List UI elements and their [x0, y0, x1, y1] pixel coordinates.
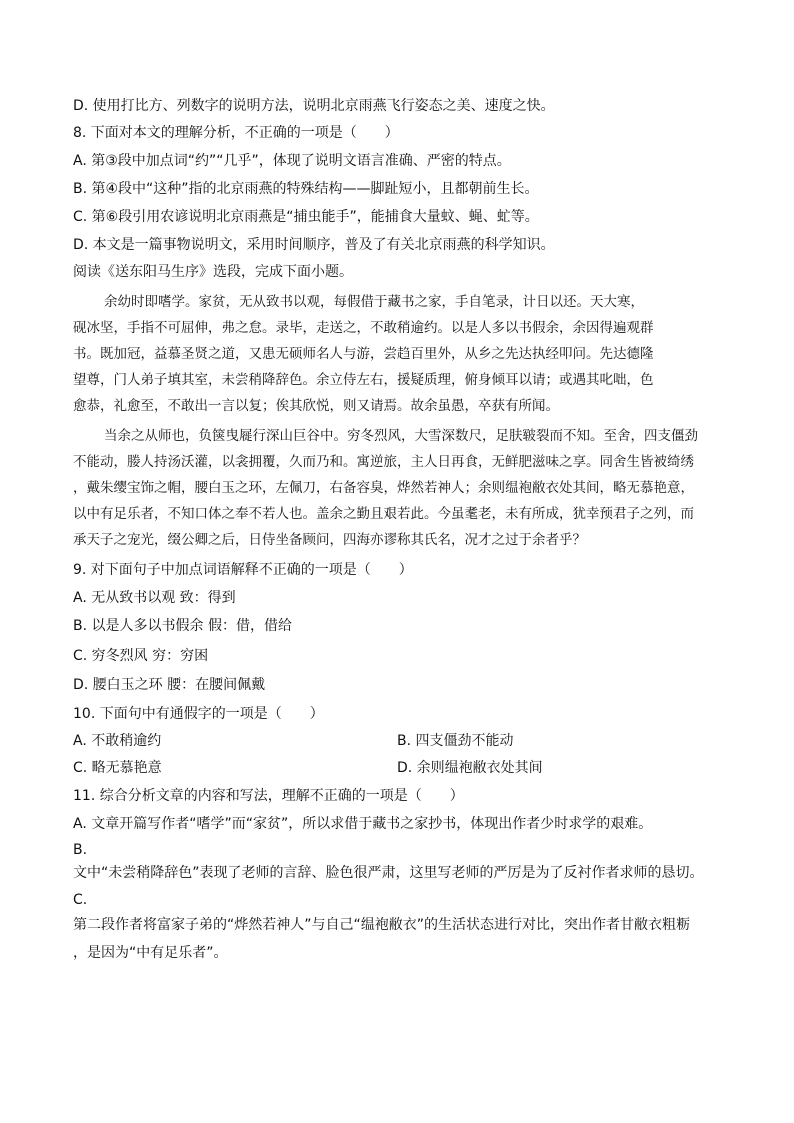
q7-option-d: D. 使用打比方、列数字的说明方法，说明北京雨燕飞行姿态之美、速度之快。 — [73, 98, 555, 114]
passage-line: 望尊，门人弟子填其室，未尝稍降辞色。余立侍左右，援疑质理，俯身倾耳以请；或遇其叱咄，色 — [73, 372, 654, 388]
passage-line: 书。既加冠，益慕圣贤之道，又患无硕师名人与游，尝趋百里外，从乡之先达执经叩问。先达德隆 — [73, 346, 654, 362]
passage-line: 愈恭，礼愈至，不敢出一言以复；俟其欣悦，则又请焉。故余虽愚，卒获有所闻。 — [73, 398, 559, 414]
q8-option-d: D. 本文是一篇事物说明文，采用时间顺序，普及了有关北京雨燕的科学知识。 — [73, 237, 555, 253]
passage-line: ，戴朱缨宝饰之帽，腰白玉之环，左佩刀，右备容臭，烨然若神人；余则缊袍敝衣处其间，略无慕艳意， — [73, 480, 694, 496]
q9-option-c: C. 穷冬烈风 穷：穷困 — [73, 648, 209, 664]
q10-option-d: D. 余则缊袍敝衣处其间 — [397, 760, 543, 776]
q10-option-b: B. 四支僵劲不能动 — [397, 733, 514, 749]
q11-option-a: A. 文章开篇写作者“嗜学”而“家贫”，所以求借于藏书之家抄书，体现出作者少时求学的艰难。 — [73, 816, 653, 832]
passage-line: 砚冰坚，手指不可屈伸，弗之怠。录毕，走送之，不敢稍逾约。以是人多以书假余，余因得遍观群 — [73, 320, 654, 336]
passage-line: 当余之从师也，负箧曳屣行深山巨谷中。穷冬烈风，大雪深数尺，足肤皲裂而不知。至舍，四支僵劲 — [104, 428, 698, 444]
reading-prompt: 阅读《送东阳马生序》选段，完成下面小题。 — [73, 264, 353, 280]
q11-option-b-text: 文中“未尝稍降辞色”表现了老师的言辞、脸色很严肃，这里写老师的严厉是为了反衬作者求师的恳切。 — [73, 865, 704, 881]
q11-stem: 11. 综合分析文章的内容和写法，理解不正确的一项是（ ） — [73, 788, 464, 804]
q10-stem: 10. 下面句中有通假字的一项是（ ） — [73, 706, 324, 722]
passage-line: 承天子之宠光，缀公卿之后，日侍坐备顾问，四海亦谬称其氏名，况才之过于余者乎？ — [73, 532, 586, 548]
q11-option-c-text-cont: ，是因为“中有足乐者”。 — [73, 945, 228, 961]
q9-stem: 9. 对下面句子中加点词语解释不正确的一项是（ ） — [73, 562, 413, 578]
q9-option-a: A. 无从致书以观 致：得到 — [73, 590, 236, 606]
q8-option-b: B. 第④段中“这种”指的北京雨燕的特殊结构——脚趾短小，且都朝前生长。 — [73, 181, 539, 197]
passage-line: 不能动，媵人持汤沃灌，以衾拥覆，久而乃和。寓逆旅，主人日再食，无鲜肥滋味之享。同舍生皆被绮绣 — [73, 454, 694, 470]
q8-option-c: C. 第⑥段引用农谚说明北京雨燕是“捕虫能手”，能捕食大量蚊、蝇、虻等。 — [73, 209, 539, 225]
q11-option-c-text: 第二段作者将富家子弟的“烨然若神人”与自己“缊袍敝衣”的生活状态进行对比，突出作者甘敝衣粗粝 — [73, 917, 691, 933]
q9-option-b: B. 以是人多以书假余 假：借，借给 — [73, 618, 292, 634]
q11-option-c-label: C. — [73, 892, 88, 908]
q9-option-d: D. 腰白玉之环 腰：在腰间佩戴 — [73, 677, 266, 693]
q11-option-b-label: B. — [73, 842, 88, 858]
q8-stem: 8. 下面对本文的理解分析，不正确的一项是（ ） — [73, 125, 399, 141]
q10-option-a: A. 不敢稍逾约 — [73, 733, 162, 749]
passage-line: 余幼时即嗜学。家贫，无从致书以观，每假借于藏书之家，手自笔录，计日以还。天大寒， — [104, 294, 644, 310]
passage-line: 以中有足乐者，不知口体之奉不若人也。盖余之勤且艰若此。今虽耄老，未有所成，犹幸预君子之列，而 — [73, 506, 694, 522]
q10-option-c: C. 略无慕艳意 — [73, 760, 162, 776]
q8-option-a: A. 第③段中加点词“约”“几乎”，体现了说明文语言准确、严密的特点。 — [73, 153, 511, 169]
